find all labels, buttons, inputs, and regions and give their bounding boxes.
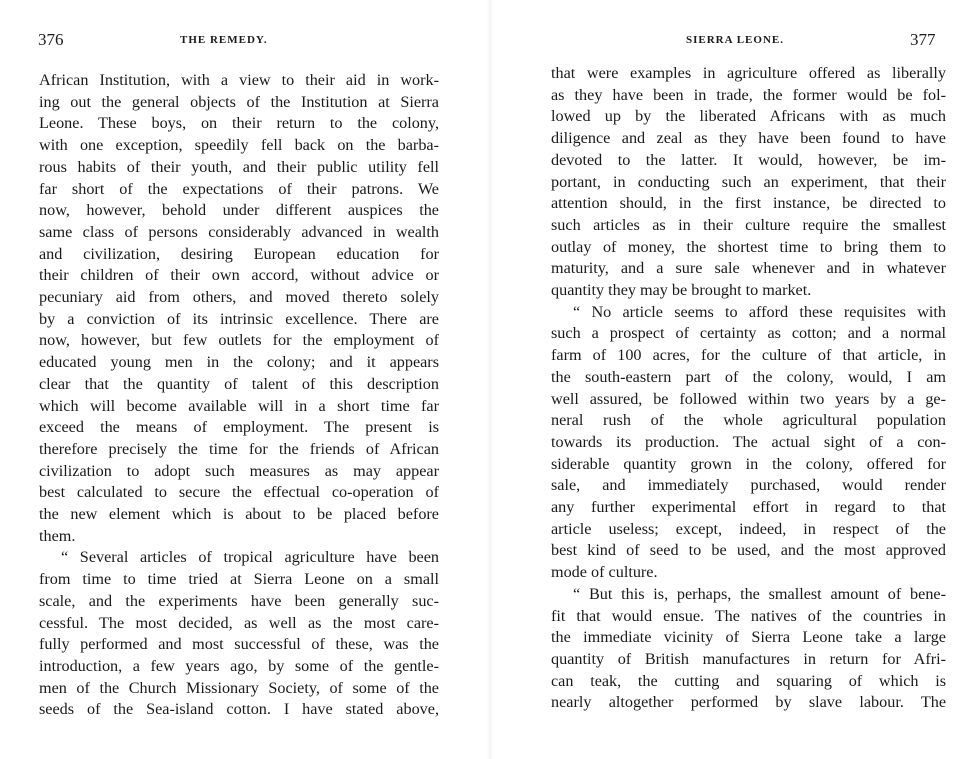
text-line: educated young men in the colony; and it appears	[39, 353, 439, 372]
text-line: cessful. The most decided, as well as the most care-	[39, 613, 439, 632]
text-line: article useless; except, indeed, in respect of the	[551, 519, 946, 538]
text-line: nearly altogether performed by slave labour. The	[551, 693, 946, 712]
text-line: maturity, and a sure sale whenever and in whatever	[551, 259, 946, 278]
text-line: and civilization, desiring European education for	[39, 244, 439, 263]
text-line: pecuniary aid from others, and moved thereto solely	[39, 288, 439, 307]
text-line: fit that would ensue. The natives of the countries in	[551, 606, 946, 625]
text-line: quantity of British manufactures in return for Afri-	[551, 649, 946, 668]
text-line: scale, and the experiments have been generally suc-	[39, 591, 439, 610]
text-line: now, however, but few outlets for the employment of	[39, 331, 439, 350]
text-line: seeds of the Sea-island cotton. I have stated above,	[39, 700, 439, 719]
text-line: siderable quantity grown in the colony, offered for	[551, 454, 946, 473]
text-line: outlay of money, the shortest time to bring them to	[551, 237, 946, 256]
body-text	[39, 70, 439, 721]
text-line: can teak, the cutting and squaring of which is	[551, 671, 946, 690]
text-line: sale, and immediately purchased, would render	[551, 476, 946, 495]
text-line: the immediate vicinity of Sierra Leone take a large	[551, 628, 946, 647]
text-line: the south-eastern part of the colony, would, I am	[551, 367, 946, 386]
text-line: “ No article seems to afford these requisites with	[573, 302, 946, 321]
running-head: SIERRA LEONE.	[686, 34, 784, 46]
text-line: such a prospect of certainty as cotton; and a normal	[551, 324, 946, 343]
text-line: lowed up by the liberated Africans with as much	[551, 107, 946, 126]
text-line: any further experimental effort in regard to that	[551, 498, 946, 517]
text-line: fully performed and most successful of these, was the	[39, 635, 439, 654]
text-line: quantity they may be brought to market.	[551, 281, 812, 300]
page-number: 376	[38, 30, 64, 49]
text-line: men of the Church Missionary Society, of some of the	[39, 678, 439, 697]
text-line: their children of their own accord, without advice or	[39, 266, 439, 285]
text-line: exceed the means of employment. The present is	[39, 418, 439, 437]
text-line: which will become available will in a short time far	[39, 396, 439, 415]
text-line: same class of persons considerably advanced in wealth	[39, 222, 439, 241]
text-line: from time to time tried at Sierra Leone on a small	[39, 570, 439, 589]
running-head: THE REMEDY.	[180, 34, 268, 46]
text-line: diligence and zeal as they have been found to have	[551, 129, 946, 148]
text-line: ing out the general objects of the Institution at Sierra	[39, 92, 439, 111]
text-line: that were examples in agriculture offered as liberally	[551, 64, 946, 82]
text-line: best kind of seed to be used, and the most approved	[551, 541, 946, 560]
text-line: far short of the expectations of their patrons. We	[39, 179, 439, 198]
text-line: therefore precisely the time for the friends of African	[39, 439, 439, 458]
text-line: “ But this is, perhaps, the smallest amount of bene-	[573, 584, 946, 603]
text-line: farm of 100 acres, for the culture of that article, in	[551, 346, 946, 365]
text-line: mode of culture.	[551, 563, 658, 582]
text-line: introduction, a few years ago, by some of the gentle-	[39, 656, 439, 675]
body-text	[551, 63, 946, 714]
text-line: best calculated to secure the effectual co-operation of	[39, 483, 439, 502]
text-line: as they have been in trade, the former would be fol-	[551, 85, 946, 104]
text-line: Leone. These boys, on their return to the colony,	[39, 114, 439, 133]
text-line: “ Several articles of tropical agriculture have been	[61, 548, 439, 567]
text-line: civilization to adopt such measures as may appear	[39, 461, 439, 480]
text-line: African Institution, with a view to their aid in work-	[39, 71, 439, 89]
text-line: devoted to the latter. It would, however, be im-	[551, 150, 946, 169]
text-line: them.	[39, 526, 76, 545]
page-number: 377	[910, 30, 936, 49]
text-line: well assured, be followed within two years by a ge-	[551, 389, 946, 408]
text-line: neral rush of the whole agricultural population	[551, 411, 946, 430]
text-line: rous habits of their youth, and their public utility fell	[39, 157, 439, 176]
text-line: by a conviction of its intrinsic excellence. There are	[39, 309, 439, 328]
text-line: clear that the quantity of talent of this description	[39, 374, 439, 393]
text-line: portant, in conducting such an experiment, that their	[551, 172, 946, 191]
right-page	[490, 0, 980, 759]
text-line: attention should, in the first instance, be directed to	[551, 194, 946, 213]
text-line: the new element which is about to be placed before	[39, 505, 439, 524]
text-line: now, however, behold under different auspices the	[39, 201, 439, 220]
text-line: such articles as in their culture require the smallest	[551, 215, 946, 234]
text-line: with one exception, speedily fell back on the barba-	[39, 136, 439, 155]
text-line: towards its production. The actual sight of a con-	[551, 432, 946, 451]
